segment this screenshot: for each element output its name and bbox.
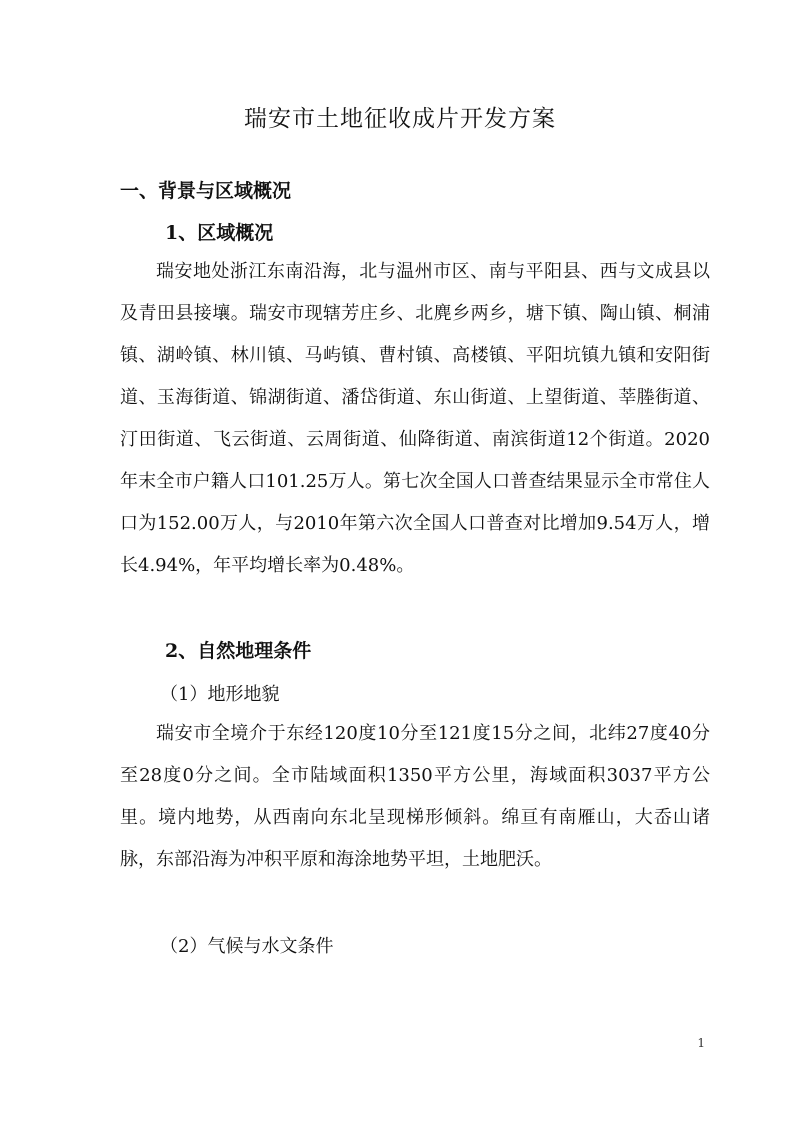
document-title: 瑞安市土地征收成片开发方案 (244, 106, 556, 132)
page-number: 1 (697, 1036, 705, 1050)
section-heading-background: 一、背景与区域概况 (120, 180, 292, 202)
subsection-heading-natural-geography: 2、自然地理条件 (165, 640, 312, 662)
paragraph-terrain: 瑞安市全境介于东经120度10分至121度15分之间，北纬27度40分至28度0分之间。全市陆域面积1350平方公里，海域面积3037平方公里。境内地势，从西南向东北呈现梯形倾斜。绵亘有南雁山，大岙山诸脉，东部沿海为冲积平原和海涂地势平坦，土地肥沃。 (120, 723, 710, 870)
item-heading-climate-hydrology: （2）气候与水文条件 (160, 936, 334, 957)
item-heading-terrain: （1）地形地貌 (160, 684, 280, 705)
paragraph-region-overview: 瑞安地处浙江东南沿海，北与温州市区、南与平阳县、西与文成县以及青田县接壤。瑞安市现辖芳庄乡、北麂乡两乡，塘下镇、陶山镇、桐浦镇、湖岭镇、林川镇、马屿镇、曹村镇、高楼镇、平阳坑镇九镇和安阳街道、玉海街道、锦湖街道、潘岱街道、东山街道、上望街道、莘塍街道、汀田街道、飞云街道、云周街道、仙降街道、南滨街道12个街道。2020年末全市户籍人口101.25万人。第七次全国人口普查结果显示全市常住人口为152.00万人，与2010年第六次全国人口普查对比增加9.54万人，增长4.94%，年平均增长率为0.48%。 (120, 261, 710, 576)
subsection-heading-region-overview: 1、区域概况 (165, 222, 274, 244)
